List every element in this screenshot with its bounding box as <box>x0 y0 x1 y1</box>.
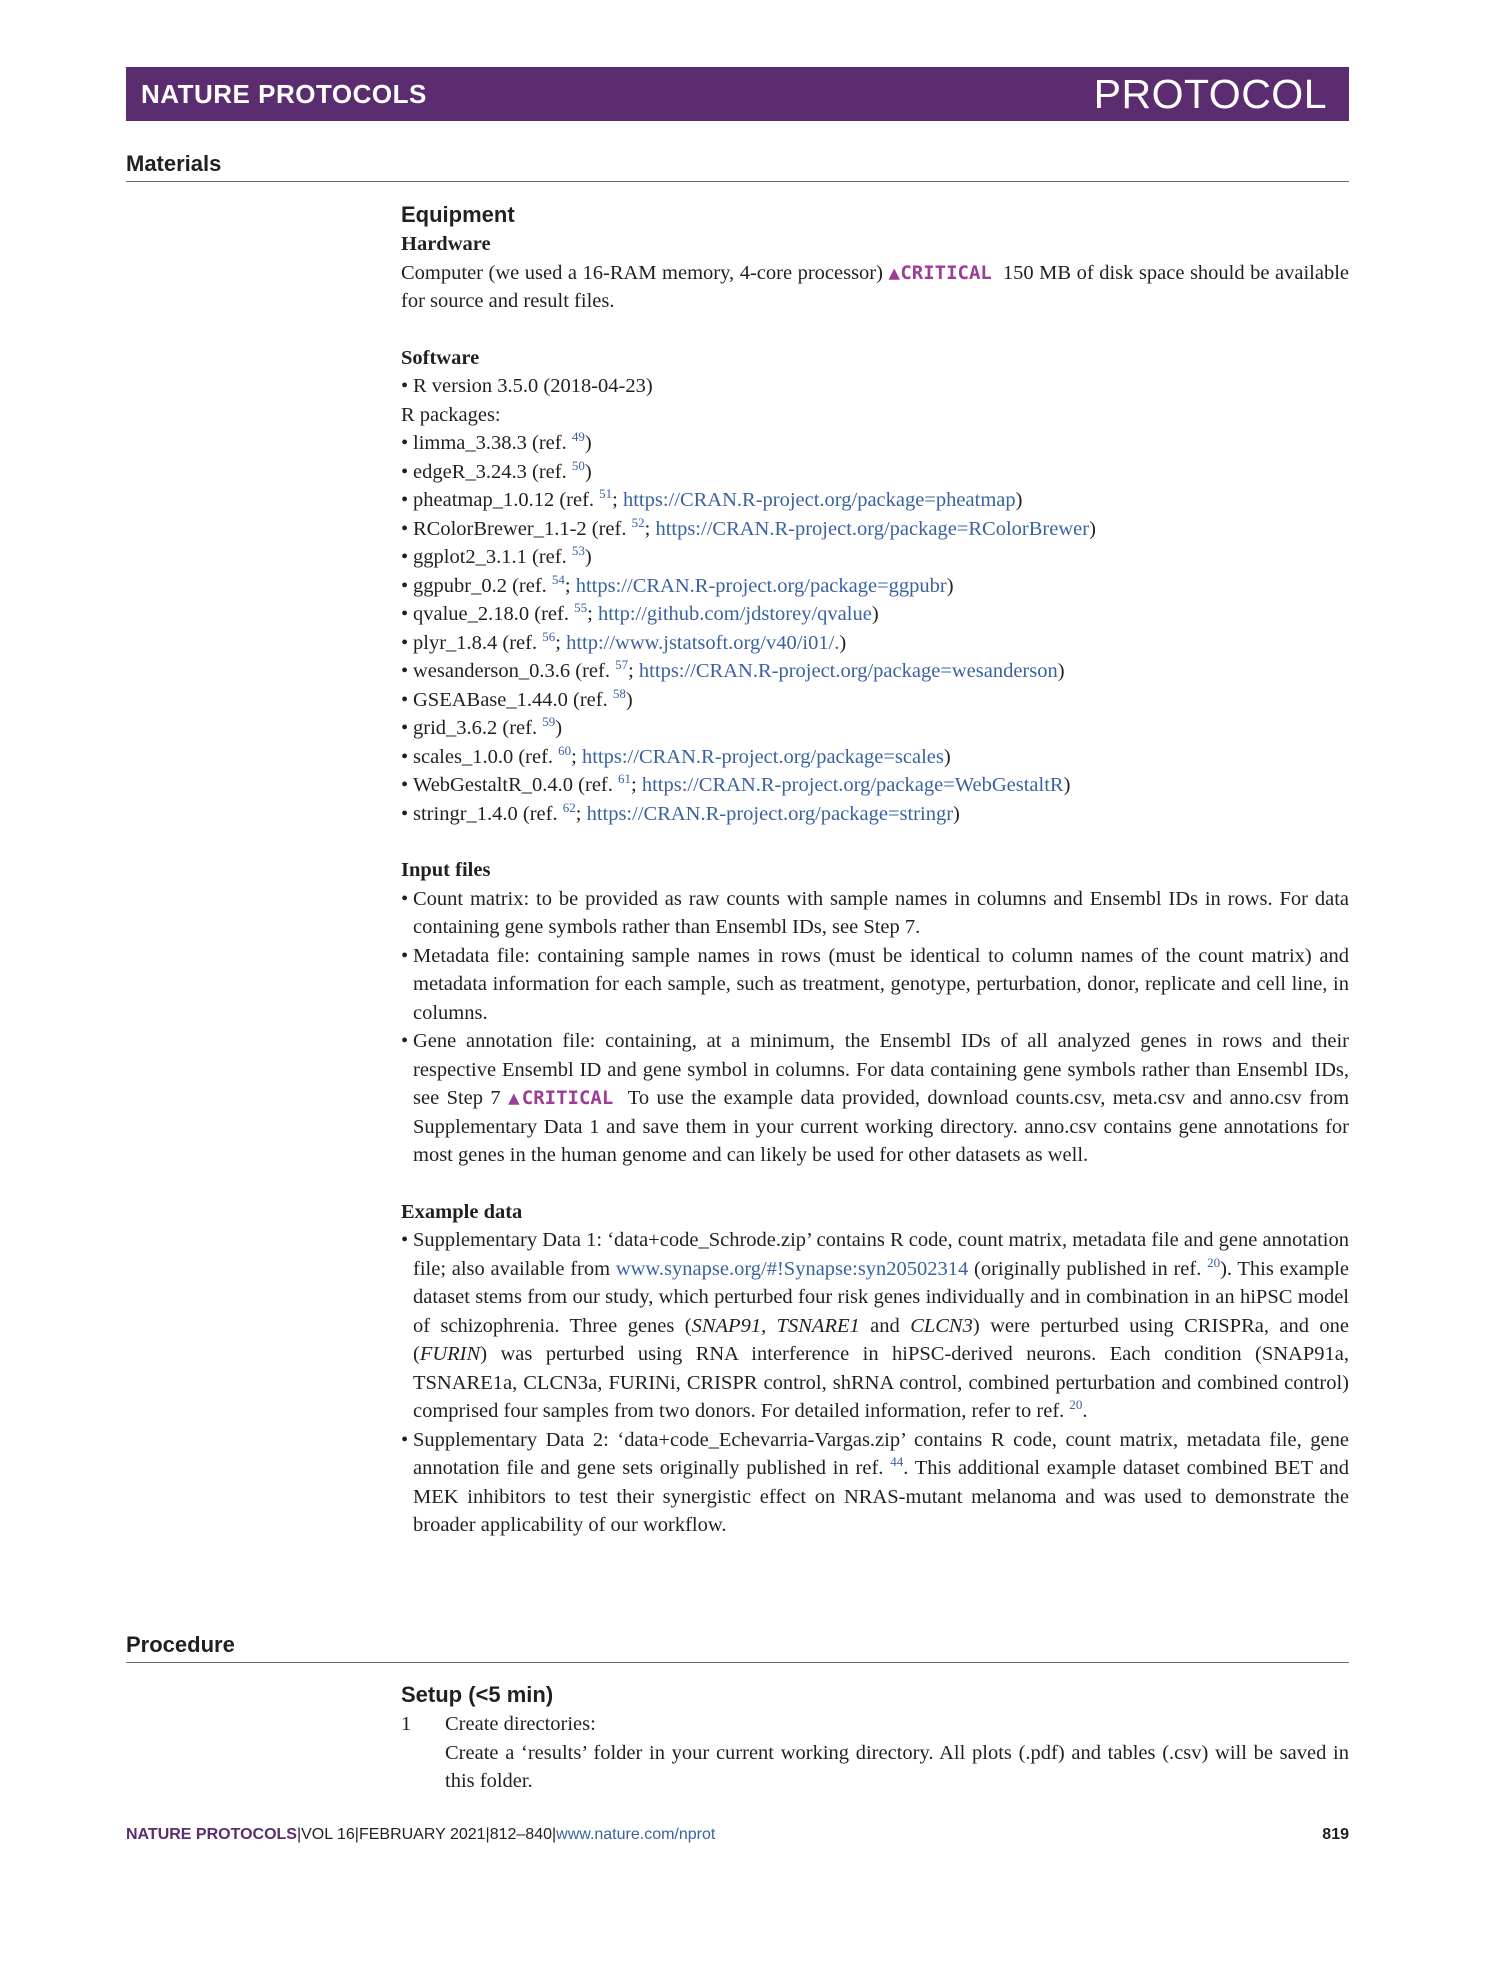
step-title: Create directories: <box>445 1713 596 1735</box>
package-item: • limma_3.38.3 (ref. $^{49}$) <box>401 429 1349 458</box>
ref-citation[interactable]: 52 <box>631 514 645 530</box>
ref-citation[interactable]: 62 <box>562 799 576 815</box>
footer-url[interactable]: www.nature.com/nprot <box>556 1826 716 1843</box>
package-item: • GSEABase_1.44.0 (ref. $^{58}$) <box>401 686 1349 715</box>
procedure-heading: Procedure <box>126 1632 1349 1663</box>
hardware-text: Computer (we used a 16-RAM memory, 4-core processor) ▲CRITICAL 150 MB of disk space should be available for source and result files. <box>401 261 1350 312</box>
ref-citation[interactable]: 20 <box>1069 1397 1083 1412</box>
ref-citation[interactable]: 20 <box>1207 1254 1221 1270</box>
example-data-heading: Example data <box>401 1200 523 1223</box>
package-link[interactable]: https://CRAN.R-project.org/package=RColorBrewer <box>655 517 1090 540</box>
ref-citation[interactable]: 51 <box>599 486 613 501</box>
critical-label: ▲CRITICAL <box>508 1087 614 1109</box>
ref-citation[interactable]: 59 <box>542 714 556 729</box>
package-item: • pheatmap_1.0.12 (ref. $^{51}$; https://CRAN.R-project.org/package=pheatmap) <box>401 486 1349 515</box>
package-item: • plyr_1.8.4 (ref. $^{56}$; http://www.jstatsoft.org/v40/i01/.) <box>401 629 1349 658</box>
package-list <box>401 429 1349 828</box>
package-item: • WebGestaltR_0.4.0 (ref. $^{61}$; https://CRAN.R-project.org/package=WebGestaltR) <box>401 771 1349 800</box>
ref-citation[interactable]: 60 <box>558 742 572 758</box>
page-footer <box>126 1826 1349 1844</box>
setup-heading: Setup (<5 min) <box>401 1682 554 1707</box>
package-link[interactable]: http://www.jstatsoft.org/v40/i01/. <box>566 631 840 654</box>
step-number: 1 <box>401 1713 412 1735</box>
package-link[interactable]: https://CRAN.R-project.org/package=wesanderson <box>638 660 1058 682</box>
ref-citation[interactable]: 58 <box>612 685 626 701</box>
package-item: • ggpubr_0.2 (ref. $^{54}$; https://CRAN.R-project.org/package=ggpubr) <box>401 572 1349 601</box>
package-item: • scales_1.0.0 (ref. $^{60}$; https://CRAN.R-project.org/package=scales) <box>401 743 1349 772</box>
ref-citation[interactable]: 56 <box>542 628 556 644</box>
r-version: • R version 3.5.0 (2018-04-23) <box>401 372 1349 401</box>
package-item: • qvalue_2.18.0 (ref. $^{55}$; http://github.com/jdstorey/qvalue) <box>401 600 1349 629</box>
ref-citation[interactable]: 57 <box>615 657 629 672</box>
package-item: • grid_3.6.2 (ref. $^{59}$) <box>401 714 1349 743</box>
critical-label: ▲CRITICAL <box>888 261 992 284</box>
footer-citation: NATURE PROTOCOLS|VOL 16|FEBRUARY 2021|812–840|www.nature.com/nprot <box>126 1826 716 1843</box>
package-item: • ggplot2_3.1.1 (ref. $^{53}$) <box>401 543 1349 572</box>
step-1 <box>401 1710 1349 1739</box>
ref-citation[interactable]: 49 <box>571 429 585 444</box>
materials-heading: Materials <box>126 151 1349 182</box>
synapse-link[interactable]: www.synapse.org/#!Synapse:syn20502314 <box>615 1257 969 1280</box>
example-data-list <box>401 1226 1349 1540</box>
package-link[interactable]: https://CRAN.R-project.org/package=pheatmap <box>622 489 1016 511</box>
page-number: 819 <box>1322 1826 1349 1843</box>
journal-name: NATURE PROTOCOLS <box>141 78 427 109</box>
journal-banner <box>126 67 1349 121</box>
package-link[interactable]: https://CRAN.R-project.org/package=ggpubr <box>575 574 947 597</box>
package-item: • wesanderson_0.3.6 (ref. $^{57}$; https://CRAN.R-project.org/package=wesanderson) <box>401 657 1349 686</box>
package-link[interactable]: https://CRAN.R-project.org/package=WebGestaltR <box>641 774 1064 796</box>
input-files-list <box>401 885 1349 1170</box>
packages-label: R packages: <box>401 403 501 426</box>
input-files-heading: Input files <box>401 859 491 881</box>
article-type: PROTOCOL <box>1093 70 1327 117</box>
equipment-heading: Equipment <box>401 202 515 227</box>
package-item: • stringr_1.4.0 (ref. $^{62}$; https://CRAN.R-project.org/package=stringr) <box>401 800 1349 829</box>
materials-body <box>401 200 1349 1540</box>
package-item: • edgeR_3.24.3 (ref. $^{50}$) <box>401 458 1349 487</box>
ref-citation[interactable]: 61 <box>618 771 631 786</box>
ref-citation[interactable]: 44 <box>890 1454 904 1469</box>
package-item: • RColorBrewer_1.1-2 (ref. $^{52}$; https://CRAN.R-project.org/package=RColorBrewer) <box>401 515 1349 544</box>
package-link[interactable]: https://CRAN.R-project.org/package=scales <box>581 745 944 768</box>
package-link[interactable]: http://github.com/jdstorey/qvalue <box>597 603 872 625</box>
software-heading: Software <box>401 346 480 369</box>
list-item: • Supplementary Data 1: ‘data+code_Schrode.zip’ contains R code, count matrix, metadata file and gene annotation file; also available from www.synapse.org/#!Synapse:syn20502314 (originally published in ref. $^{20}$). This example dataset stems from our study, which perturbed four risk genes individually and in combination in an hiPSC model of schizophrenia. Three genes (SNAP91, TSNARE1 and CLCN3) were perturbed using CRISPRa, and one (FURIN) was perturbed using RNA interference in hiPSC-derived neurons. Each condition (SNAP91a, TSNARE1a, CLCN3a, FURINi, CRISPR control, shRNA control, combined perturbation and combined control) comprised four samples from two donors. For detailed information, refer to ref. $^{20}$. <box>401 1226 1349 1426</box>
list-item: • Count matrix: to be provided as raw counts with sample names in columns and Ensembl IDs in rows. For data containing gene symbols rather than Ensembl IDs, see Step 7. <box>401 885 1349 942</box>
list-item: • Supplementary Data 2: ‘data+code_Echevarria-Vargas.zip’ contains R code, count matrix, metadata file, gene annotation file and gene sets originally published in ref. $^{44}$. This additional example dataset combined BET and MEK inhibitors to test their synergistic effect on NRAS-mutant melanoma and was used to demonstrate the broader applicability of our workflow. <box>401 1426 1349 1540</box>
ref-citation[interactable]: 54 <box>551 571 565 587</box>
step-text: Create a ‘results’ folder in your current working directory. All plots (.pdf) and tables (.csv) will be saved in this folder. <box>445 1741 1349 1792</box>
software-list <box>401 372 1349 401</box>
ref-citation[interactable]: 50 <box>571 457 585 473</box>
hardware-heading: Hardware <box>401 233 491 255</box>
list-item: • Gene annotation file: containing, at a minimum, the Ensembl IDs of all analyzed genes in rows and their respective Ensembl ID and gene symbol in columns. For data containing gene symbols rather than Ensembl IDs, see Step 7 ▲CRITICAL To use the example data provided, download counts.csv, meta.csv and anno.csv from Supplementary Data 1 and save them in your current working directory. anno.csv contains gene annotations for most genes in the human genome and can likely be used for other datasets as well. <box>401 1027 1349 1170</box>
procedure-body <box>401 1680 1349 1796</box>
ref-citation[interactable]: 55 <box>574 600 588 615</box>
package-link[interactable]: https://CRAN.R-project.org/package=stringr <box>586 802 954 825</box>
list-item: • Metadata file: containing sample names in rows (must be identical to column names of the count matrix) and metadata information for each sample, such as treatment, genotype, perturbation, donor, replicate and cell line, in columns. <box>401 942 1349 1028</box>
ref-citation[interactable]: 53 <box>571 543 585 558</box>
